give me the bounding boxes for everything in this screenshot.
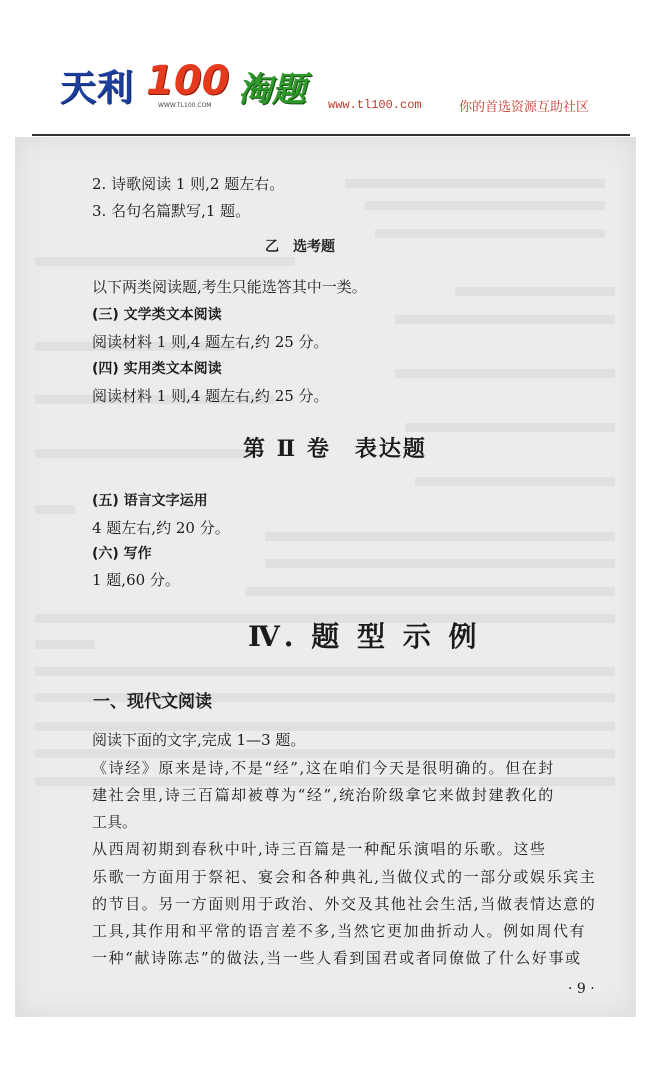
logo-brand-sub: 淘题	[238, 70, 306, 110]
subsection-writing-desc: 1 题,60 分。	[92, 571, 180, 589]
subsection-practical-desc: 阅读材料 1 则,4 题左右,约 25 分。	[92, 387, 329, 405]
passage-line: 乐歌一方面用于祭祀、宴会和各种典礼,当做仪式的一部分或娱乐宾主	[92, 868, 597, 886]
passage-line: 建社会里,诗三百篇却被尊为“经”,统治阶级拿它来做封建教化的	[92, 786, 555, 804]
subsection-practical-title: (四) 实用类文本阅读	[92, 361, 222, 377]
passage-line: 工具,其作用和平常的语言差不多,当然它更加曲折动人。例如周代有	[92, 922, 587, 940]
subsection-language-desc: 4 题左右,约 20 分。	[92, 519, 230, 537]
logo-small-url: WWW.TL100.COM	[158, 102, 212, 109]
header-divider	[32, 134, 630, 136]
site-header	[0, 0, 650, 136]
site-logo[interactable]	[60, 58, 310, 114]
subsection-literary-title: (三) 文学类文本阅读	[92, 307, 222, 323]
list-item-quotes: 3. 名句名篇默写,1 题。	[92, 202, 251, 220]
section-b-title: 乙 选考题	[265, 239, 335, 255]
subsection-language-title: (五) 语言文字运用	[92, 493, 208, 509]
chapter-heading: Ⅳ. 题 型 示 例	[248, 620, 481, 653]
passage-instruction: 阅读下面的文字,完成 1—3 题。	[92, 731, 306, 749]
page-number: · 9 ·	[568, 981, 595, 997]
site-url-link[interactable]: www.tl100.com	[328, 98, 422, 112]
logo-brand-number: 100	[146, 58, 230, 104]
site-slogan: 你的首选资源互助社区	[459, 100, 590, 115]
logo-brand-text: 天利	[60, 68, 135, 109]
list-item-poetry: 2. 诗歌阅读 1 则,2 题左右。	[92, 175, 285, 193]
passage-line: 工具。	[92, 813, 138, 831]
section-1-heading: 一、现代文阅读	[93, 692, 212, 712]
page-content	[15, 137, 636, 1017]
passage-line: 《诗经》原来是诗,不是“经”,这在咱们今天是很明确的。但在封	[92, 759, 555, 777]
subsection-writing-title: (六) 写作	[92, 546, 152, 562]
passage-line: 的节目。另一方面则用于政治、外交及其他社会生活,当做表情达意的	[92, 895, 597, 913]
passage-line: 一种“献诗陈志”的做法,当一些人看到国君或者同僚做了什么好事或	[92, 949, 582, 967]
scanned-page	[15, 137, 636, 1017]
subsection-literary-desc: 阅读材料 1 则,4 题左右,约 25 分。	[92, 333, 329, 351]
section-b-intro: 以下两类阅读题,考生只能选答其中一类。	[92, 278, 367, 296]
part-2-heading: 第 Ⅱ 卷 表达题	[243, 436, 427, 462]
passage-line: 从西周初期到春秋中叶,诗三百篇是一种配乐演唱的乐歌。这些	[92, 840, 547, 858]
